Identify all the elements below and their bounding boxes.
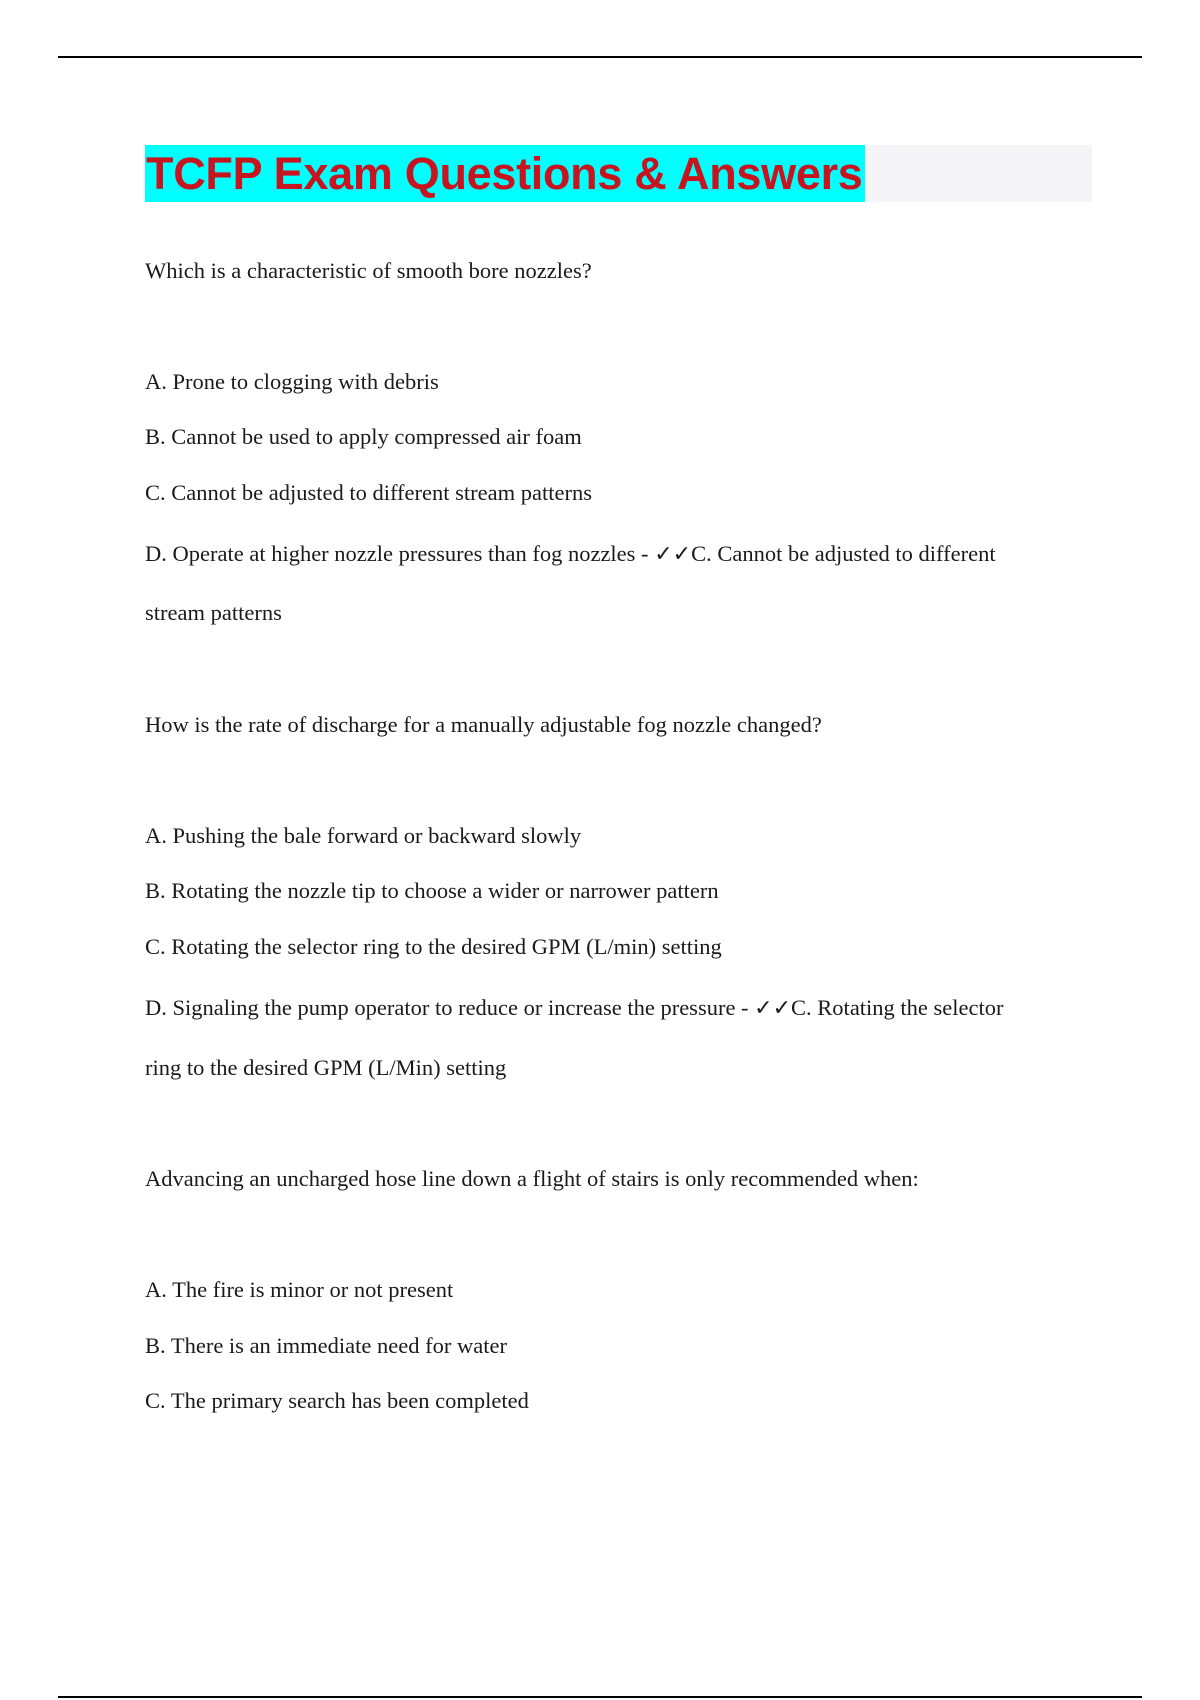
- question-1-option-c: C. Cannot be adjusted to different stream patterns: [145, 480, 592, 505]
- title-banner: [145, 145, 1092, 202]
- question-1-option-d-text: D. Operate at higher nozzle pressures than fog nozzles -: [145, 541, 655, 566]
- question-2-option-d: [145, 993, 1004, 1024]
- question-2-option-d-text: D. Signaling the pump operator to reduce or increase the pressure -: [145, 995, 755, 1020]
- question-1-prompt: Which is a characteristic of smooth bore nozzles?: [145, 258, 592, 283]
- question-3-prompt: Advancing an uncharged hose line down a flight of stairs is only recommended when:: [145, 1166, 919, 1191]
- top-rule: [58, 56, 1142, 58]
- question-1-answer-continued: stream patterns: [145, 600, 282, 625]
- question-2-option-b: B. Rotating the nozzle tip to choose a wider or narrower pattern: [145, 878, 719, 903]
- question-1-option-b: B. Cannot be used to apply compressed air foam: [145, 424, 582, 449]
- question-2-answer-continued: ring to the desired GPM (L/Min) setting: [145, 1055, 507, 1080]
- question-2-prompt: How is the rate of discharge for a manually adjustable fog nozzle changed?: [145, 712, 822, 737]
- question-1-option-d: [145, 539, 996, 570]
- checkmark-icon: ✓✓: [654, 542, 692, 567]
- bottom-rule: [58, 1696, 1142, 1698]
- question-3-option-c: C. The primary search has been completed: [145, 1388, 529, 1413]
- question-1-answer: C. Cannot be adjusted to different: [691, 541, 996, 566]
- question-1-option-a: A. Prone to clogging with debris: [145, 369, 439, 394]
- question-2-option-a: A. Pushing the bale forward or backward slowly: [145, 823, 582, 848]
- page-title: TCFP Exam Questions & Answers: [145, 145, 865, 202]
- question-3-option-b: B. There is an immediate need for water: [145, 1333, 507, 1358]
- question-2-option-c: C. Rotating the selector ring to the desired GPM (L/min) setting: [145, 934, 722, 959]
- question-2-answer: C. Rotating the selector: [791, 995, 1004, 1020]
- checkmark-icon: ✓✓: [754, 996, 792, 1021]
- question-3-option-a: A. The fire is minor or not present: [145, 1277, 454, 1302]
